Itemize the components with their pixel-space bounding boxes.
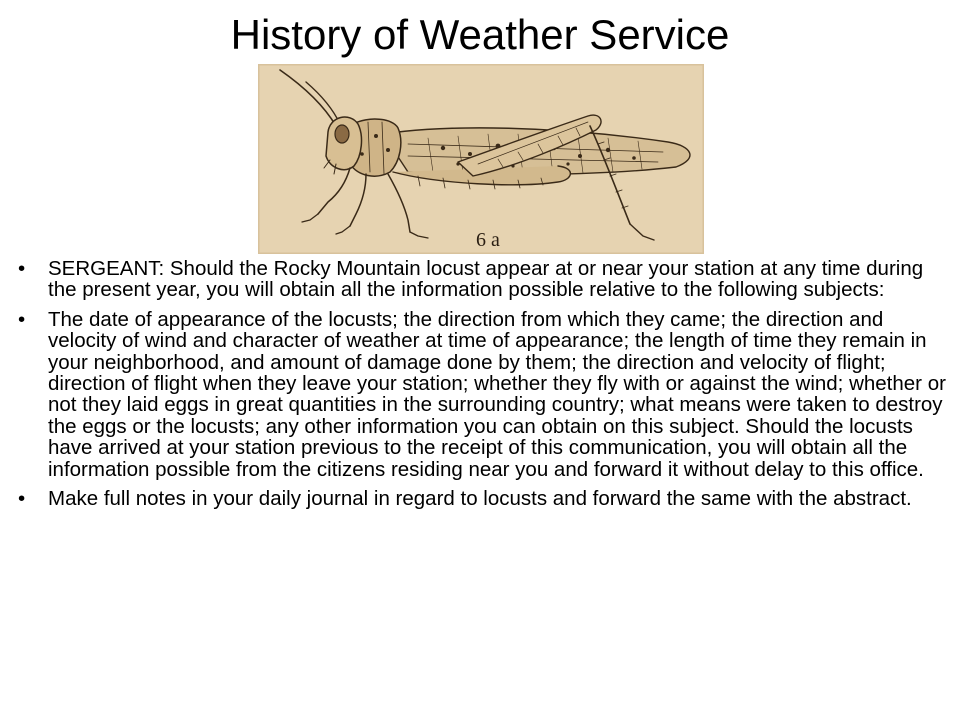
bullet-list: [18, 258, 948, 517]
locust-illustration: [258, 64, 704, 254]
bullet-marker: •: [18, 307, 26, 331]
bullet-marker: •: [18, 257, 26, 280]
bullet-marker: •: [18, 487, 26, 511]
figure-label: 6 a: [476, 229, 500, 251]
bullet-text: Make full notes in your daily journal in regard to locusts and forward the same with the abstract.: [48, 487, 912, 511]
slide-title: History of Weather Service: [230, 11, 730, 58]
bullet-item-sergeant: [18, 258, 948, 301]
bullet-text: SERGEANT: Should the Rocky Mountain locust appear at or near your station at any time during the present year, you will obtain all the information possible relative to the following subjects:: [48, 257, 924, 302]
bullet-item-subjects: [18, 309, 948, 480]
bullet-text: The date of appearance of the locusts; the direction from which they came; the direction and velocity of wind and character of weather at time of appearance; the length of time they remain in your neighborhood, and amount of damage done by them; the direction and velocity of flight; direction of flight when they leave your station; whether they fly with or against the wind; whether or not they laid eggs in great quantities in the surrounding country; what means were taken to destroy the eggs or the locusts; any other information you can obtain on this subject. Should the locusts have arrived at your station previous to the receipt of this communication, you will obtain all the information possible from the citizens residing near you and forward it without delay to this office.: [48, 307, 946, 481]
bullet-item-notes: [18, 488, 948, 509]
locust-drawing: [258, 64, 704, 254]
